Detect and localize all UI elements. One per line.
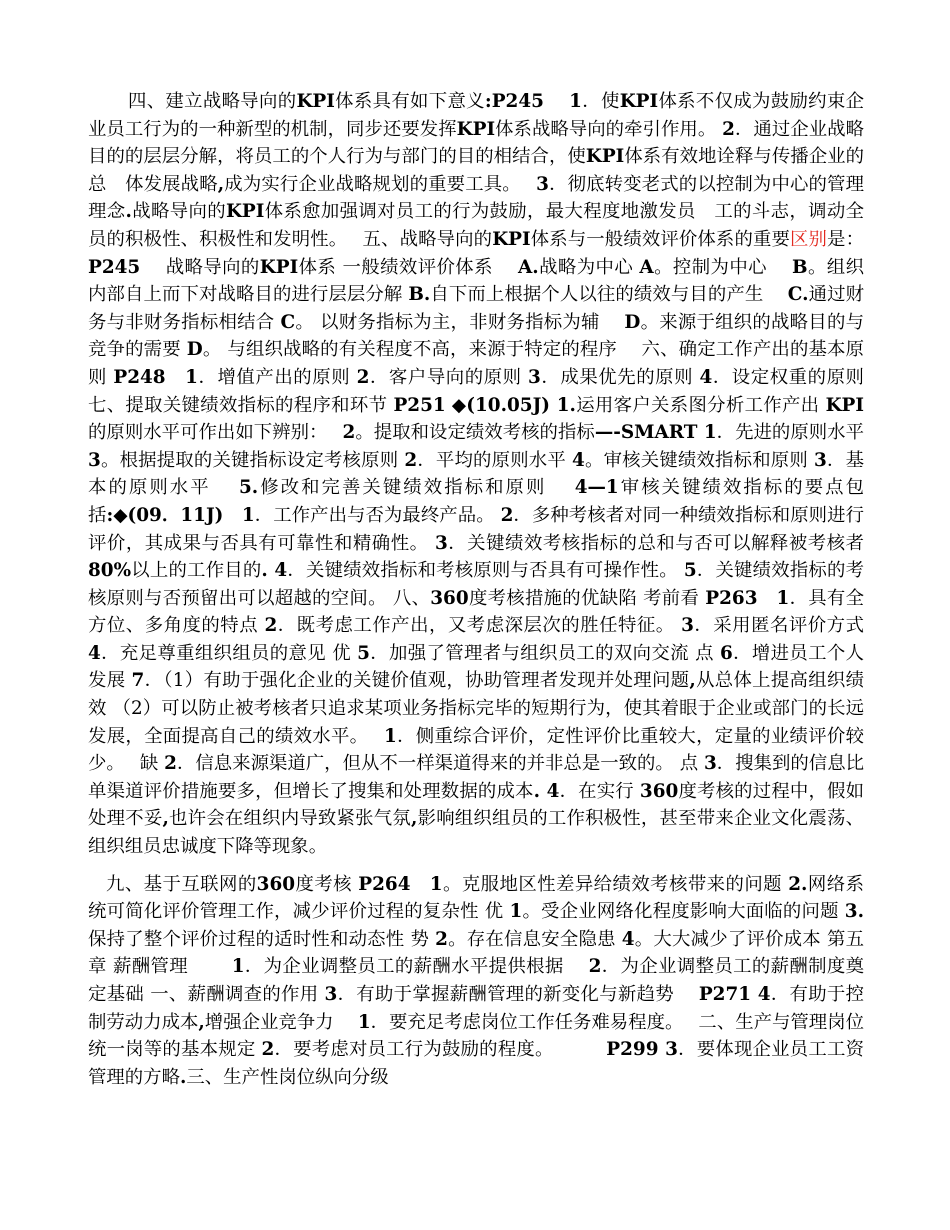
text-segment: 360 [430, 587, 469, 609]
text-segment: 。根据提取的关键指标设定考核原则 [100, 449, 405, 471]
text-segment: ．具有全方位、多角度的特点 [88, 587, 864, 637]
text-segment [544, 91, 569, 112]
text-segment: 2. [788, 873, 808, 895]
text-segment [411, 874, 430, 895]
text-segment: (09．11J) [127, 504, 224, 526]
text-segment: 体系愈加强调对员工的行为鼓励，最大程度地激发员 工的斗志，调动全员的积极性、积极性和发明性。 五、战略导向的 [88, 201, 864, 250]
text-segment: ．采用匿名评价方式 [693, 615, 864, 637]
text-segment: P264 [358, 873, 411, 895]
text-segment: ．基本的原则水平 [88, 449, 864, 499]
text-segment: 3 [528, 366, 541, 388]
text-segment: 体系具有如下意义 [334, 91, 485, 112]
text-segment: D [624, 311, 641, 333]
text-segment: 四、建立战略导向的 [128, 91, 297, 112]
text-segment: 保持了整个评价过程的适时性和动态性 势 [88, 928, 436, 950]
text-segment: . 4 [533, 780, 560, 802]
text-segment: 。受企业网络化程度影响大面临的问题 [522, 901, 845, 923]
text-segment: 度考核的过程中，假如处理不妥 [88, 780, 864, 830]
text-segment [166, 367, 186, 388]
text-segment: KPI [456, 118, 496, 140]
text-segment: 体系与一般绩效评价体系的重要 [530, 228, 790, 250]
text-segment: 从总体上提高组织绩效 （2）可以防止被考核者只追求某项业务指标完毕的短期行为，使其着眼于企业或部门的长远发展，全面提高自己的绩效水平。 [88, 670, 864, 747]
text-segment: 增强企业竞争力 [204, 1011, 358, 1033]
text-segment [223, 505, 242, 526]
text-segment: , [217, 173, 225, 195]
text-segment: ．既考虑工作产出，又考虑深层次的胜任特征。 [277, 615, 682, 637]
text-segment: ．客户导向的原则 [369, 366, 529, 388]
text-segment: 。 与组织战略的有关程度不高，来源于特定的程序 六、确定工作产出的基本原则 [88, 339, 864, 388]
text-segment: 运用客户关系图分析工作产出 [575, 394, 826, 416]
text-segment: ．成果优先的原则 [540, 366, 700, 388]
text-segment: ．彻底转变老式的以控制为中心的管理理念 [88, 173, 864, 223]
highlighted-text: 区别 [790, 228, 828, 250]
text-segment: A. [518, 256, 539, 278]
text-segment: 1 [241, 504, 255, 526]
text-segment: 1 [185, 366, 198, 388]
text-segment: 2 [264, 615, 278, 637]
text-segment: , [689, 670, 696, 692]
text-segment: 4 [572, 449, 585, 471]
text-segment: 。大大减少了评价成本 第五章 薪酬管理 [88, 928, 864, 978]
text-segment: 影响组织组员的工作积极性，甚至带来企业文化震荡、组织组员忠诚度下降等现象。 [88, 808, 864, 858]
text-segment: 2 [588, 956, 602, 978]
text-segment: P248 [113, 366, 166, 388]
text-segment: 2 [356, 366, 370, 388]
text-segment: D [186, 339, 203, 361]
text-segment: ．多种考核者对同一种绩效指标和原则进行评价，其成果与否具有可靠性和精确性。 [88, 504, 864, 554]
text-segment: , [198, 1011, 205, 1033]
text-segment: 网络系统可简化评价管理工作，减少评价过程的复杂性 优 [88, 873, 864, 923]
text-segment: P263 [705, 587, 758, 609]
text-segment: 3 [434, 532, 448, 554]
text-segment: 5. [238, 477, 259, 499]
text-segment: ．要体现企业员工工资管理的方略 [88, 1039, 864, 1088]
text-segment: 1 [569, 91, 582, 112]
text-segment: 。来源于组织的战略目的与竞争的需要 [88, 311, 864, 361]
text-segment: KPI [296, 91, 335, 112]
text-segment: —-SMART 1 [594, 422, 717, 444]
text-segment: 3 [536, 173, 549, 195]
text-segment: 是： [827, 228, 864, 250]
text-segment: KPI [225, 201, 265, 223]
text-segment: 审核关键绩效指标的要点包括 [88, 477, 864, 526]
text-segment: 2 [722, 118, 735, 140]
text-segment: 度考核 [295, 873, 359, 895]
text-segment: 2 [500, 504, 514, 526]
text-segment: ．侧重综合评价，定性评价比重较大，定量的业绩评价较少。 缺 [88, 725, 864, 775]
text-segment: (10.05J) 1. [466, 394, 576, 416]
text-segment: 3 [324, 984, 338, 1005]
text-segment: ．关键绩效指标和考核原则与否具有可操作性。 [287, 560, 684, 582]
text-segment: 2 [404, 449, 418, 471]
text-segment: ．通过企业战略目的的层层分解，将员工的个人行为与部门的目的相结合，使 [88, 118, 864, 168]
text-segment: 通过财务与非财务指标相结合 [88, 284, 864, 333]
text-segment: 也许会在组织内导致紧张气氛 [168, 808, 411, 830]
text-segment: 4 [621, 928, 635, 950]
text-segment: , [162, 808, 169, 830]
text-segment: ．先进的原则水平 [716, 422, 864, 444]
text-segment: 2 [261, 1039, 275, 1061]
text-segment: 战略导向的 [131, 201, 226, 223]
text-segment: 3 [703, 753, 717, 775]
text-segment: ．平均的原则水平 [417, 449, 572, 471]
text-segment: 2 [342, 422, 356, 444]
text-segment: ．关键绩效考核指标的总和与否可以解释被考核者 [447, 532, 864, 554]
text-segment: ．工作产出与否为最终产品。 [254, 504, 501, 526]
text-segment: 1 [383, 725, 397, 747]
text-segment: ．设定权重的原则 七、提取关键绩效指标的程序和环节 [88, 366, 864, 416]
text-segment: 成为实行企业战略规划的重要工具。 [224, 173, 537, 195]
text-segment: P299 3 [606, 1039, 678, 1061]
text-segment: 4 [699, 366, 713, 388]
text-segment: . 4 [261, 560, 288, 582]
text-segment: ◆ [445, 394, 467, 416]
text-segment: 7 [131, 670, 145, 692]
text-segment: 度考核措施的优缺陷 考前看 [468, 587, 706, 609]
text-segment: 80% [88, 560, 132, 582]
text-segment: P271 4 [698, 984, 771, 1005]
text-segment: B. [408, 284, 431, 306]
text-segment: 3. [844, 901, 864, 923]
text-segment: 。控制为中心 [653, 256, 792, 278]
text-segment: 4—1 [574, 477, 619, 499]
text-segment: KPI [585, 146, 625, 168]
text-segment: 3 [88, 449, 101, 471]
text-segment: 3 [814, 449, 827, 471]
text-segment [758, 588, 777, 609]
text-segment: ．加强了管理者与组织员工的双向交流 点 [369, 642, 720, 664]
text-segment: ．要考虑对员工行为鼓励的程度。 [274, 1039, 607, 1061]
text-segment: 战略导向的 [140, 256, 260, 278]
text-segment: KPI [825, 394, 864, 416]
text-segment: :P245 [484, 91, 544, 112]
text-segment: C. [787, 284, 809, 306]
text-segment: ．使 [581, 91, 620, 112]
text-segment: 自下而上根据个人以往的绩效与目的产生 [430, 284, 788, 306]
text-segment: 。提取和设定绩效考核的指标 [355, 422, 595, 444]
text-segment: 360 [639, 780, 679, 802]
text-segment: 2 [164, 753, 177, 775]
text-segment: 360 [256, 873, 296, 895]
text-segment: ．在实行 [559, 780, 640, 802]
paragraph-internet-360-and-salary [88, 871, 864, 1092]
text-segment: P245 [88, 256, 141, 278]
text-segment: 。克服地区性差异给绩效考核带来的问题 [442, 873, 789, 895]
paragraph-kpi-and-360 [88, 88, 864, 861]
text-segment: ．充足尊重组织组员的意见 优 [100, 642, 358, 664]
text-segment: . [125, 201, 132, 223]
text-segment: 体系有效地诠释与传播企业的总 体发展战略 [88, 146, 864, 195]
text-segment: : [106, 504, 114, 526]
text-segment: ◆ [113, 504, 128, 526]
text-segment: ．（1）有助于强化企业的关键价值观，协助管理者发现并处理问题 [144, 670, 690, 692]
text-segment: 。审核关键绩效指标和原则 [584, 449, 814, 471]
text-segment: ．关键绩效指标的考核原则与否预留出可以超越的空间。 八、 [88, 560, 864, 609]
text-segment: 战略为中心 [538, 256, 640, 278]
text-segment: 1 [231, 956, 245, 978]
text-segment: 体系 一般绩效评价体系 [298, 256, 518, 278]
text-segment: 3 [681, 615, 694, 637]
text-segment: 。存在信息安全隐患 [447, 928, 622, 950]
text-segment: 体系战略导向的牵引作用。 [495, 118, 723, 140]
text-segment: A [639, 256, 654, 278]
text-segment: ．为企业调整员工的薪酬制度奠定基础 一、薪酬调查的作用 [88, 956, 864, 1005]
text-segment: 1 [357, 1011, 371, 1033]
text-segment: ．增值产出的原则 [197, 366, 357, 388]
text-segment: ．有助于掌握薪酬管理的新变化与新趋势 [337, 984, 699, 1005]
text-segment: KPI [492, 228, 531, 250]
text-segment: 。 以财务指标为主，非财务指标为辅 [295, 311, 625, 333]
text-segment: 1 [509, 901, 523, 923]
text-segment: KPI [259, 256, 299, 278]
text-segment: 1 [776, 587, 790, 609]
text-segment: B [792, 256, 808, 278]
text-segment: 4 [88, 642, 101, 664]
text-segment: ．信息来源渠道广，但从不一样渠道得来的并非总是一致的。 点 [176, 753, 704, 775]
text-segment: 。组织内部自上而下对战略目的进行层层分解 [88, 256, 864, 306]
text-segment: 5 [357, 642, 370, 664]
text-segment: ．为企业调整员工的薪酬水平提供根据 [244, 956, 589, 978]
text-segment: ．增进员工个人发展 [88, 642, 864, 692]
text-segment: 2 [435, 928, 448, 950]
text-segment: 的原则水平可作出如下辨别： [88, 422, 343, 444]
text-segment: 三、生产性岗位纵向分级 [186, 1066, 389, 1088]
text-segment: 修改和完善关键绩效指标和原则 [258, 477, 575, 499]
text-segment: KPI [619, 91, 659, 112]
text-segment: 体系不仅成为鼓励约束企业员工行为的一种新型的机制，同步还要发挥 [88, 91, 864, 140]
text-segment: C [280, 311, 296, 333]
text-segment: 6 [720, 642, 733, 664]
text-segment: 以上的工作目的 [131, 560, 262, 582]
text-segment: ．有助于控制劳动力成本 [88, 984, 864, 1033]
text-segment: , [410, 808, 418, 830]
text-segment: 1 [429, 873, 443, 895]
text-segment: 九、基于互联网的 [106, 873, 257, 895]
text-segment: P251 [393, 394, 446, 416]
text-segment: ．搜集到的信息比单渠道评价措施要多，但增长了搜集和处理数据的成本 [88, 753, 864, 802]
text-segment: 5 [683, 560, 697, 582]
text-segment: . [179, 1066, 187, 1088]
text-segment: ．要充足考虑岗位工作任务难易程度。 二、生产与管理岗位统一岗等的基本规定 [88, 1011, 864, 1061]
